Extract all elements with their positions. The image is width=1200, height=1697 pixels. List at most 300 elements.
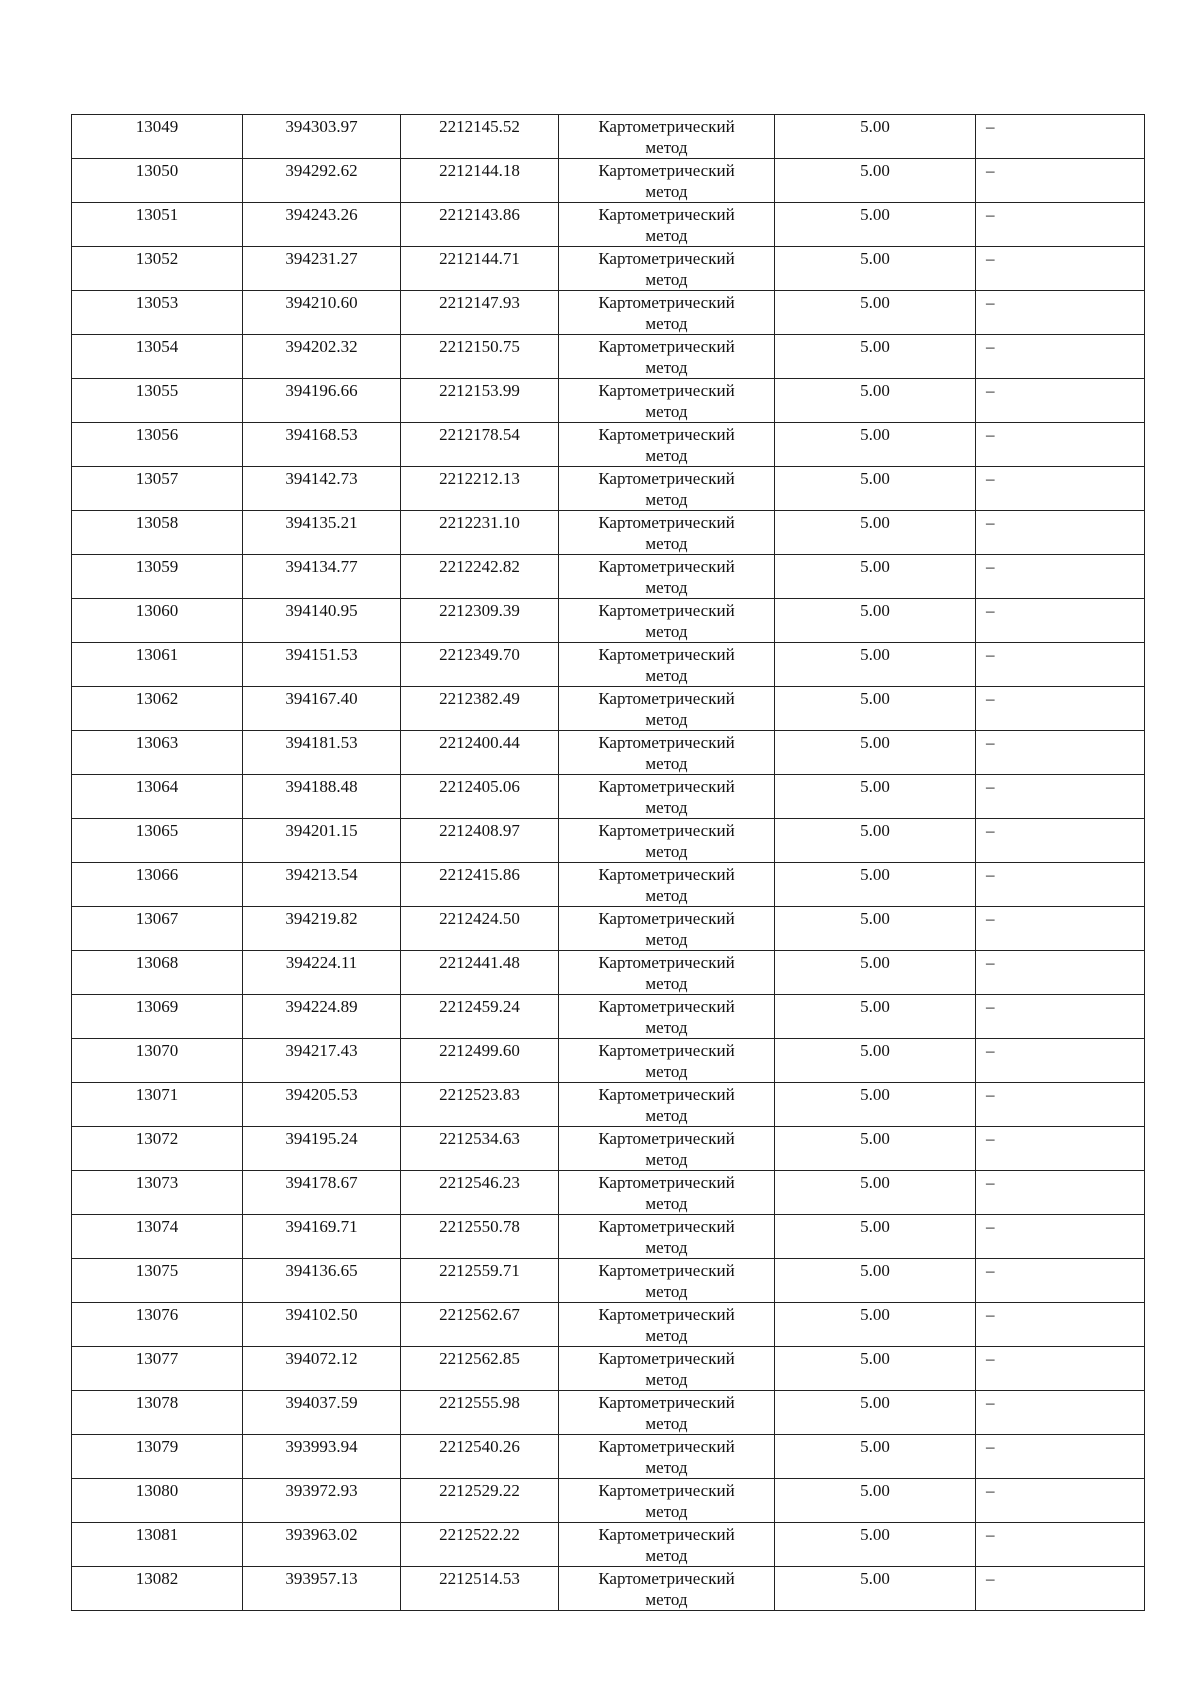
coordinates-table (71, 114, 1145, 1611)
y-coordinate-cell: 2212153.99 (401, 379, 559, 423)
x-coordinate-cell: 393957.13 (243, 1567, 401, 1611)
y-coordinate-cell: 2212522.22 (401, 1523, 559, 1567)
note-cell: – (976, 555, 1145, 599)
y-coordinate-cell: 2212415.86 (401, 863, 559, 907)
table-row (72, 423, 1145, 467)
method-line-1: Картометрический (598, 1173, 735, 1192)
method-cell (559, 1391, 775, 1435)
x-coordinate-cell: 394195.24 (243, 1127, 401, 1171)
x-coordinate-cell: 394219.82 (243, 907, 401, 951)
method-cell (559, 159, 775, 203)
precision-cell: 5.00 (775, 1127, 976, 1171)
method-line-2: метод (645, 1106, 688, 1125)
coordinates-table-body (72, 115, 1145, 1611)
method-cell (559, 1479, 775, 1523)
method-line-2: метод (645, 622, 688, 641)
table-row (72, 863, 1145, 907)
point-number-cell: 13074 (72, 1215, 243, 1259)
precision-cell: 5.00 (775, 951, 976, 995)
y-coordinate-cell: 2212562.67 (401, 1303, 559, 1347)
method-cell (559, 995, 775, 1039)
method-line-2: метод (645, 314, 688, 333)
x-coordinate-cell: 394303.97 (243, 115, 401, 159)
method-line-1: Картометрический (598, 557, 735, 576)
precision-cell: 5.00 (775, 291, 976, 335)
x-coordinate-cell: 394168.53 (243, 423, 401, 467)
note-cell: – (976, 335, 1145, 379)
method-line-1: Картометрический (598, 469, 735, 488)
note-cell: – (976, 159, 1145, 203)
note-cell: – (976, 951, 1145, 995)
method-line-1: Картометрический (598, 1349, 735, 1368)
method-line-2: метод (645, 490, 688, 509)
table-row (72, 731, 1145, 775)
y-coordinate-cell: 2212441.48 (401, 951, 559, 995)
method-cell (559, 907, 775, 951)
point-number-cell: 13075 (72, 1259, 243, 1303)
table-row (72, 1215, 1145, 1259)
note-cell: – (976, 203, 1145, 247)
table-row (72, 159, 1145, 203)
method-line-1: Картометрический (598, 821, 735, 840)
method-line-2: метод (645, 138, 688, 157)
precision-cell: 5.00 (775, 1347, 976, 1391)
method-cell (559, 291, 775, 335)
x-coordinate-cell: 394224.11 (243, 951, 401, 995)
point-number-cell: 13069 (72, 995, 243, 1039)
note-cell: – (976, 775, 1145, 819)
precision-cell: 5.00 (775, 1083, 976, 1127)
precision-cell: 5.00 (775, 1171, 976, 1215)
x-coordinate-cell: 394213.54 (243, 863, 401, 907)
method-cell (559, 423, 775, 467)
point-number-cell: 13077 (72, 1347, 243, 1391)
y-coordinate-cell: 2212529.22 (401, 1479, 559, 1523)
method-line-1: Картометрический (598, 117, 735, 136)
x-coordinate-cell: 394142.73 (243, 467, 401, 511)
y-coordinate-cell: 2212408.97 (401, 819, 559, 863)
precision-cell: 5.00 (775, 731, 976, 775)
table-row (72, 1523, 1145, 1567)
table-row (72, 291, 1145, 335)
note-cell: – (976, 687, 1145, 731)
table-row (72, 247, 1145, 291)
point-number-cell: 13055 (72, 379, 243, 423)
point-number-cell: 13065 (72, 819, 243, 863)
precision-cell: 5.00 (775, 115, 976, 159)
table-row (72, 467, 1145, 511)
table-row (72, 1083, 1145, 1127)
precision-cell: 5.00 (775, 379, 976, 423)
precision-cell: 5.00 (775, 907, 976, 951)
precision-cell: 5.00 (775, 1479, 976, 1523)
method-line-1: Картометрический (598, 381, 735, 400)
note-cell: – (976, 907, 1145, 951)
note-cell: – (976, 1567, 1145, 1611)
table-row (72, 819, 1145, 863)
note-cell: – (976, 1259, 1145, 1303)
table-row (72, 1347, 1145, 1391)
method-cell (559, 203, 775, 247)
method-line-1: Картометрический (598, 337, 735, 356)
x-coordinate-cell: 394135.21 (243, 511, 401, 555)
method-line-1: Картометрический (598, 1569, 735, 1588)
note-cell: – (976, 115, 1145, 159)
method-line-1: Картометрический (598, 733, 735, 752)
method-cell (559, 1127, 775, 1171)
x-coordinate-cell: 393972.93 (243, 1479, 401, 1523)
note-cell: – (976, 643, 1145, 687)
y-coordinate-cell: 2212242.82 (401, 555, 559, 599)
table-row (72, 1435, 1145, 1479)
x-coordinate-cell: 394037.59 (243, 1391, 401, 1435)
method-line-1: Картометрический (598, 909, 735, 928)
x-coordinate-cell: 394292.62 (243, 159, 401, 203)
method-line-1: Картометрический (598, 865, 735, 884)
x-coordinate-cell: 394205.53 (243, 1083, 401, 1127)
y-coordinate-cell: 2212178.54 (401, 423, 559, 467)
method-line-2: метод (645, 578, 688, 597)
point-number-cell: 13056 (72, 423, 243, 467)
y-coordinate-cell: 2212144.71 (401, 247, 559, 291)
note-cell: – (976, 1435, 1145, 1479)
method-line-1: Картометрический (598, 689, 735, 708)
method-line-1: Картометрический (598, 1305, 735, 1324)
y-coordinate-cell: 2212499.60 (401, 1039, 559, 1083)
note-cell: – (976, 819, 1145, 863)
method-line-1: Картометрический (598, 293, 735, 312)
note-cell: – (976, 995, 1145, 1039)
precision-cell: 5.00 (775, 555, 976, 599)
point-number-cell: 13071 (72, 1083, 243, 1127)
point-number-cell: 13052 (72, 247, 243, 291)
point-number-cell: 13061 (72, 643, 243, 687)
method-line-2: метод (645, 1282, 688, 1301)
y-coordinate-cell: 2212309.39 (401, 599, 559, 643)
table-row (72, 1171, 1145, 1215)
precision-cell: 5.00 (775, 1259, 976, 1303)
method-line-2: метод (645, 1414, 688, 1433)
point-number-cell: 13073 (72, 1171, 243, 1215)
y-coordinate-cell: 2212144.18 (401, 159, 559, 203)
note-cell: – (976, 731, 1145, 775)
method-cell (559, 115, 775, 159)
note-cell: – (976, 1083, 1145, 1127)
precision-cell: 5.00 (775, 1523, 976, 1567)
x-coordinate-cell: 394167.40 (243, 687, 401, 731)
method-line-2: метод (645, 1150, 688, 1169)
x-coordinate-cell: 394169.71 (243, 1215, 401, 1259)
x-coordinate-cell: 394210.60 (243, 291, 401, 335)
precision-cell: 5.00 (775, 423, 976, 467)
method-line-1: Картометрический (598, 777, 735, 796)
point-number-cell: 13057 (72, 467, 243, 511)
table-row (72, 1479, 1145, 1523)
x-coordinate-cell: 394202.32 (243, 335, 401, 379)
x-coordinate-cell: 394151.53 (243, 643, 401, 687)
point-number-cell: 13058 (72, 511, 243, 555)
precision-cell: 5.00 (775, 159, 976, 203)
table-row (72, 115, 1145, 159)
x-coordinate-cell: 393963.02 (243, 1523, 401, 1567)
point-number-cell: 13081 (72, 1523, 243, 1567)
method-cell (559, 599, 775, 643)
precision-cell: 5.00 (775, 1567, 976, 1611)
method-line-1: Картометрический (598, 1393, 735, 1412)
precision-cell: 5.00 (775, 1391, 976, 1435)
x-coordinate-cell: 394243.26 (243, 203, 401, 247)
precision-cell: 5.00 (775, 511, 976, 555)
precision-cell: 5.00 (775, 247, 976, 291)
method-line-2: метод (645, 974, 688, 993)
y-coordinate-cell: 2212400.44 (401, 731, 559, 775)
point-number-cell: 13051 (72, 203, 243, 247)
note-cell: – (976, 511, 1145, 555)
y-coordinate-cell: 2212147.93 (401, 291, 559, 335)
table-row (72, 951, 1145, 995)
precision-cell: 5.00 (775, 863, 976, 907)
method-line-2: метод (645, 886, 688, 905)
method-cell (559, 819, 775, 863)
method-line-2: метод (645, 1546, 688, 1565)
y-coordinate-cell: 2212540.26 (401, 1435, 559, 1479)
method-line-1: Картометрический (598, 645, 735, 664)
y-coordinate-cell: 2212143.86 (401, 203, 559, 247)
y-coordinate-cell: 2212405.06 (401, 775, 559, 819)
table-row (72, 995, 1145, 1039)
y-coordinate-cell: 2212349.70 (401, 643, 559, 687)
y-coordinate-cell: 2212523.83 (401, 1083, 559, 1127)
table-row (72, 1259, 1145, 1303)
y-coordinate-cell: 2212424.50 (401, 907, 559, 951)
method-cell (559, 731, 775, 775)
method-line-1: Картометрический (598, 1481, 735, 1500)
y-coordinate-cell: 2212559.71 (401, 1259, 559, 1303)
point-number-cell: 13080 (72, 1479, 243, 1523)
table-row (72, 203, 1145, 247)
method-line-2: метод (645, 1062, 688, 1081)
note-cell: – (976, 467, 1145, 511)
table-row (72, 1303, 1145, 1347)
point-number-cell: 13070 (72, 1039, 243, 1083)
precision-cell: 5.00 (775, 1215, 976, 1259)
y-coordinate-cell: 2212150.75 (401, 335, 559, 379)
method-line-2: метод (645, 1326, 688, 1345)
note-cell: – (976, 863, 1145, 907)
y-coordinate-cell: 2212212.13 (401, 467, 559, 511)
note-cell: – (976, 1039, 1145, 1083)
method-cell (559, 1083, 775, 1127)
note-cell: – (976, 423, 1145, 467)
table-row (72, 555, 1145, 599)
method-line-2: метод (645, 930, 688, 949)
method-line-1: Картометрический (598, 1525, 735, 1544)
method-line-2: метод (645, 534, 688, 553)
note-cell: – (976, 1303, 1145, 1347)
method-line-1: Картометрический (598, 1437, 735, 1456)
note-cell: – (976, 1479, 1145, 1523)
method-cell (559, 1347, 775, 1391)
x-coordinate-cell: 394134.77 (243, 555, 401, 599)
x-coordinate-cell: 393993.94 (243, 1435, 401, 1479)
table-row (72, 511, 1145, 555)
method-cell (559, 1215, 775, 1259)
y-coordinate-cell: 2212555.98 (401, 1391, 559, 1435)
method-line-1: Картометрический (598, 1129, 735, 1148)
precision-cell: 5.00 (775, 203, 976, 247)
point-number-cell: 13064 (72, 775, 243, 819)
point-number-cell: 13066 (72, 863, 243, 907)
precision-cell: 5.00 (775, 1435, 976, 1479)
point-number-cell: 13059 (72, 555, 243, 599)
method-cell (559, 951, 775, 995)
method-line-2: метод (645, 710, 688, 729)
table-row (72, 335, 1145, 379)
precision-cell: 5.00 (775, 643, 976, 687)
method-line-2: метод (645, 1370, 688, 1389)
method-line-1: Картометрический (598, 425, 735, 444)
method-cell (559, 687, 775, 731)
method-line-2: метод (645, 182, 688, 201)
point-number-cell: 13082 (72, 1567, 243, 1611)
method-line-1: Картометрический (598, 997, 735, 1016)
note-cell: – (976, 379, 1145, 423)
y-coordinate-cell: 2212382.49 (401, 687, 559, 731)
method-line-2: метод (645, 226, 688, 245)
method-line-1: Картометрический (598, 205, 735, 224)
method-cell (559, 1259, 775, 1303)
method-cell (559, 1435, 775, 1479)
method-line-2: метод (645, 1194, 688, 1213)
point-number-cell: 13062 (72, 687, 243, 731)
y-coordinate-cell: 2212231.10 (401, 511, 559, 555)
method-cell (559, 467, 775, 511)
table-row (72, 1127, 1145, 1171)
method-cell (559, 863, 775, 907)
y-coordinate-cell: 2212145.52 (401, 115, 559, 159)
y-coordinate-cell: 2212459.24 (401, 995, 559, 1039)
method-line-2: метод (645, 1502, 688, 1521)
method-cell (559, 1039, 775, 1083)
method-line-2: метод (645, 1018, 688, 1037)
method-cell (559, 555, 775, 599)
x-coordinate-cell: 394140.95 (243, 599, 401, 643)
note-cell: – (976, 1523, 1145, 1567)
y-coordinate-cell: 2212534.63 (401, 1127, 559, 1171)
method-cell (559, 775, 775, 819)
method-cell (559, 643, 775, 687)
point-number-cell: 13076 (72, 1303, 243, 1347)
x-coordinate-cell: 394136.65 (243, 1259, 401, 1303)
method-line-1: Картометрический (598, 249, 735, 268)
method-line-2: метод (645, 402, 688, 421)
x-coordinate-cell: 394224.89 (243, 995, 401, 1039)
table-row (72, 1391, 1145, 1435)
precision-cell: 5.00 (775, 775, 976, 819)
note-cell: – (976, 599, 1145, 643)
method-line-1: Картометрический (598, 1261, 735, 1280)
x-coordinate-cell: 394181.53 (243, 731, 401, 775)
x-coordinate-cell: 394196.66 (243, 379, 401, 423)
method-line-2: метод (645, 754, 688, 773)
point-number-cell: 13078 (72, 1391, 243, 1435)
x-coordinate-cell: 394072.12 (243, 1347, 401, 1391)
precision-cell: 5.00 (775, 599, 976, 643)
x-coordinate-cell: 394178.67 (243, 1171, 401, 1215)
note-cell: – (976, 1171, 1145, 1215)
table-row (72, 379, 1145, 423)
method-cell (559, 1523, 775, 1567)
method-line-2: метод (645, 358, 688, 377)
method-line-2: метод (645, 1458, 688, 1477)
point-number-cell: 13063 (72, 731, 243, 775)
method-cell (559, 511, 775, 555)
precision-cell: 5.00 (775, 687, 976, 731)
table-row (72, 1039, 1145, 1083)
table-row (72, 907, 1145, 951)
x-coordinate-cell: 394102.50 (243, 1303, 401, 1347)
x-coordinate-cell: 394231.27 (243, 247, 401, 291)
method-line-1: Картометрический (598, 513, 735, 532)
precision-cell: 5.00 (775, 1039, 976, 1083)
table-row (72, 687, 1145, 731)
method-cell (559, 1171, 775, 1215)
method-line-1: Картометрический (598, 1217, 735, 1236)
method-cell (559, 247, 775, 291)
method-line-2: метод (645, 666, 688, 685)
table-row (72, 1567, 1145, 1611)
method-line-1: Картометрический (598, 601, 735, 620)
y-coordinate-cell: 2212550.78 (401, 1215, 559, 1259)
precision-cell: 5.00 (775, 467, 976, 511)
note-cell: – (976, 1127, 1145, 1171)
method-cell (559, 379, 775, 423)
table-row (72, 775, 1145, 819)
note-cell: – (976, 1391, 1145, 1435)
y-coordinate-cell: 2212514.53 (401, 1567, 559, 1611)
method-line-2: метод (645, 270, 688, 289)
point-number-cell: 13049 (72, 115, 243, 159)
point-number-cell: 13054 (72, 335, 243, 379)
point-number-cell: 13060 (72, 599, 243, 643)
precision-cell: 5.00 (775, 819, 976, 863)
y-coordinate-cell: 2212546.23 (401, 1171, 559, 1215)
point-number-cell: 13068 (72, 951, 243, 995)
method-cell (559, 1567, 775, 1611)
x-coordinate-cell: 394217.43 (243, 1039, 401, 1083)
method-line-1: Картометрический (598, 953, 735, 972)
method-cell (559, 1303, 775, 1347)
method-line-2: метод (645, 798, 688, 817)
method-line-1: Картометрический (598, 1041, 735, 1060)
method-line-1: Картометрический (598, 1085, 735, 1104)
point-number-cell: 13053 (72, 291, 243, 335)
precision-cell: 5.00 (775, 335, 976, 379)
point-number-cell: 13079 (72, 1435, 243, 1479)
method-cell (559, 335, 775, 379)
method-line-2: метод (645, 1590, 688, 1609)
table-row (72, 643, 1145, 687)
note-cell: – (976, 247, 1145, 291)
note-cell: – (976, 1215, 1145, 1259)
point-number-cell: 13050 (72, 159, 243, 203)
precision-cell: 5.00 (775, 1303, 976, 1347)
method-line-1: Картометрический (598, 161, 735, 180)
table-row (72, 599, 1145, 643)
point-number-cell: 13067 (72, 907, 243, 951)
precision-cell: 5.00 (775, 995, 976, 1039)
method-line-2: метод (645, 1238, 688, 1257)
